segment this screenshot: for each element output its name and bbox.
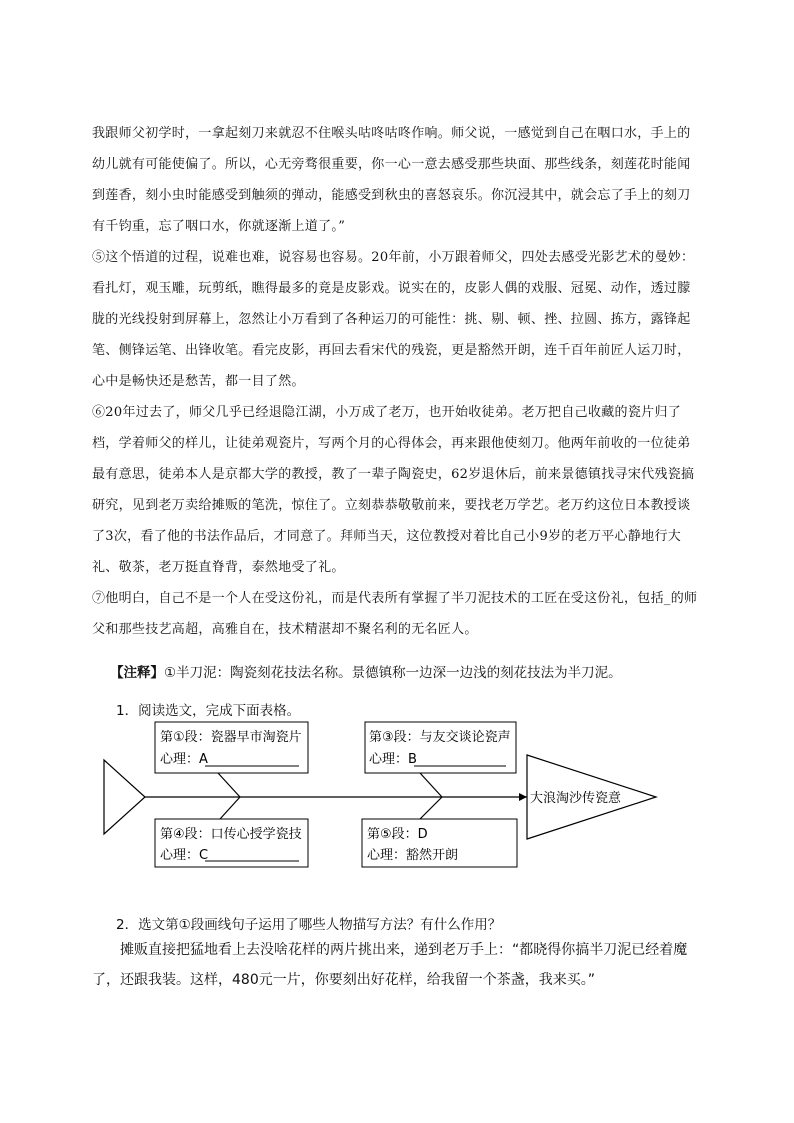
fish-tail (104, 760, 145, 834)
question-2: 2．选文第①段画线句子运用了哪些人物描写方法？有什么作用？ (116, 917, 502, 933)
paragraph-4: 我跟师父初学时，一拿起刻刀来就忍不住喉头咕咚咕咚作响。师父说，一感觉到自己在咽口水，手上的幼儿就有可能使偏了。所以，心无旁骛很重要，你一心一意去感受那些块面、那些线条，刻莲花时能闻到莲香，刻小虫时能感受到触须的弹动，能感受到秋虫的喜怒哀乐。你沉浸其中，就会忘了手上的刻刀有千钧重，忘了咽口水，你就逐渐上道了。” (92, 126, 691, 234)
bone-2 (420, 773, 442, 797)
box4-mind: 心理：豁然开朗 (367, 848, 459, 863)
box4-title: 第⑤段：D (367, 827, 428, 842)
box3-mind: 心理：C (160, 848, 209, 863)
fish-head-label: 大浪淘沙传瓷意 (530, 791, 622, 806)
bone-1 (218, 773, 240, 797)
paragraph-6: ⑥20年过去了，师父几乎已经退隐江湖，小万成了老万，也开始收徒弟。老万把自己收藏的瓷片归了档，学着师父的样儿，让徒弟观瓷片，写两个月的心得体会，再来跟他使刻刀。他两年前收的一位徒弟最有意思，徒弟本人是京都大学的教授，教了一辈子陶瓷史，62岁退休后，前来景德镇找寻宋代残瓷搞研究，见到老万卖给摊贩的笔洗，惊住了。立刻恭恭敬敬前来，要找老万学艺。老万约这位日本教授谈了3次，看了他的书法作品后，才同意了。拜师当天，这位教授对着比自己小9岁的老万平心静地行大礼、敬茶，老万挺直脊背，泰然地受了礼。 (92, 405, 695, 575)
paragraph-5-text: ⑤这个悟道的过程，说难也难，说容易也容易。20年前，小万跟着师父，四处去感受光影艺术的曼妙：看扎灯，观玉雕，玩剪纸，瞧得最多的竟是皮影戏。说实在的，皮影人偶的戏服、冠冕、动作，透过朦胧的光线投射到屏幕上，忽然让小万看到了各种运刀的可能性：挑、剔、顿、挫、拉圆、拣方，露锋起笔、侧锋运笔、出锋收笔。看完皮影，再回去看宋代的残瓷，更是豁然开朗，连千百年前匠人运刀时，心中是畅快还是愁苦，都一目了然。 (92, 250, 695, 389)
note-label: 【注释】 (110, 665, 164, 681)
box1-title: 第①段：瓷器早市淘瓷片 (160, 730, 302, 745)
bone-4 (420, 797, 442, 819)
box2-mind: 心理：B (369, 752, 417, 767)
bone-3 (220, 797, 240, 819)
spine-arrowhead (519, 793, 527, 801)
note-text: ①半刀泥：陶瓷刻花技法名称。景德镇称一边深一边浅的刻花技法为半刀泥。 (164, 665, 622, 681)
box1-mind: 心理：A (160, 752, 208, 767)
answer-quote: 摊贩直接把猛地看上去没啥花样的两片挑出来，递到老万手上：“都晓得你搞半刀泥已经着魔了，还跟我装。这样，480元一片，你要刻出好花样，给我留一个茶盏，我来买。” (92, 942, 688, 988)
box3-title: 第④段：口传心授学瓷技 (160, 827, 302, 842)
paragraph-7: ⑦他明白，自己不是一个人在受这份礼，而是代表所有掌握了半刀泥技术的工匠在受这份礼，包括_的师父和那些技艺高超，高雅自在，技术精湛却不聚名利的无名匠人。 (92, 591, 698, 637)
box2-title: 第③段：与友交谈论瓷声 (369, 730, 511, 745)
question-1: 1．阅读选文，完成下面表格。 (116, 703, 301, 719)
